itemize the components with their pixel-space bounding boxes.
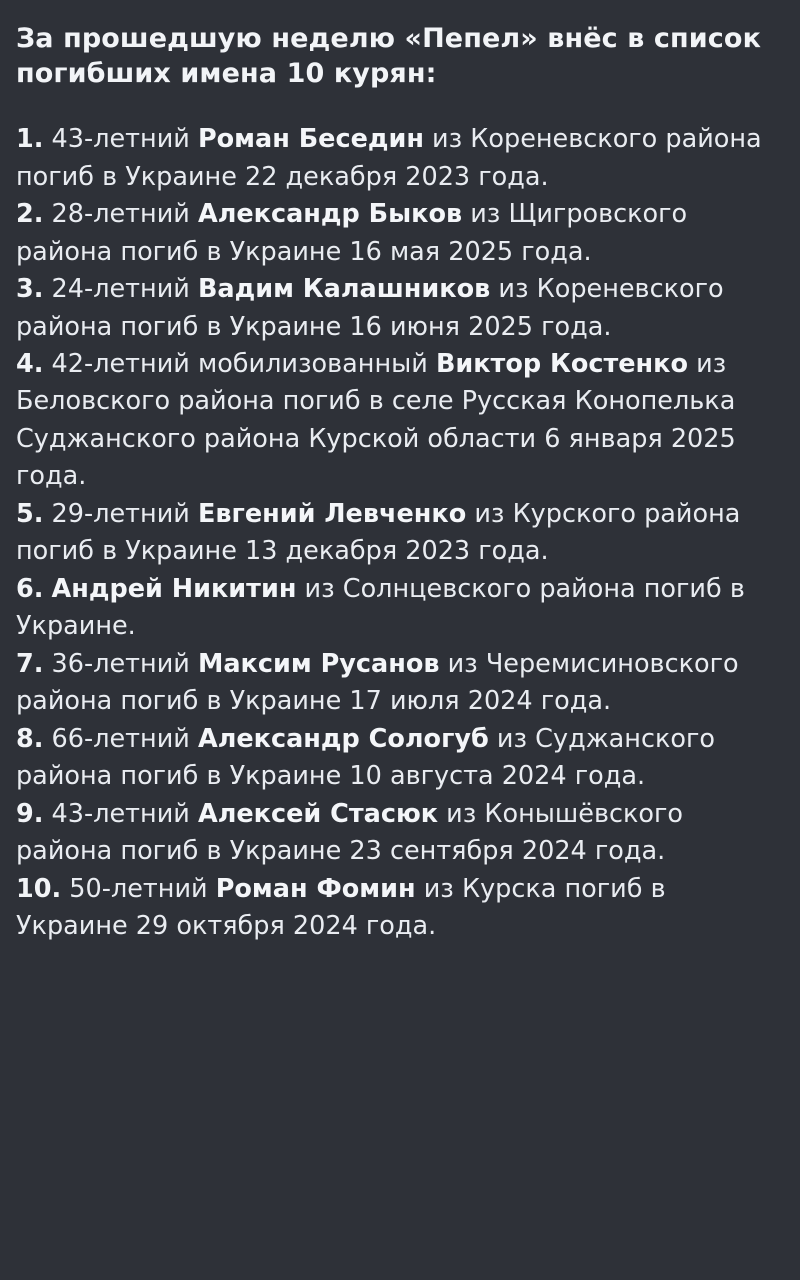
list-item [16, 871, 776, 946]
page-title: За прошедшую неделю «Пепел» внёс в список погибших имена 10 курян: [16, 23, 761, 89]
list-item-prefix: 43-летний [43, 798, 198, 829]
list-item-details: из Щигровского района погиб в Украине 16 мая 2025 года. [16, 199, 688, 267]
list-item-prefix: 36-летний [43, 648, 198, 679]
list-item [16, 496, 776, 571]
list-item-person-name: Роман Беседин [197, 124, 424, 155]
list-item-details: из Черемисиновского района погиб в Украине 17 июля 2024 года. [16, 648, 739, 717]
list-item-details: из Солнцевского района погиб в Украине. [16, 573, 745, 642]
list-item-details: из Конышёвского района погиб в Украине 23 сентября 2024 года. [16, 798, 683, 867]
list-item-person-name: Виктор Костенко [435, 349, 688, 379]
list-item-number: 10. [16, 873, 62, 904]
list-item-prefix: 43-летний [43, 124, 198, 155]
list-item-number: 7. [16, 648, 44, 679]
list-item-person-name: Максим Русанов [197, 648, 440, 679]
list-item [16, 121, 776, 196]
list-item [16, 196, 776, 271]
list-item-details: из Кореневского района погиб в Украине 16 июня 2025 года. [16, 274, 724, 342]
list-item-number: 3. [16, 274, 44, 305]
list-item-person-name: Александр Быков [197, 199, 463, 230]
list-item-person-name: Евгений Левченко [197, 498, 467, 529]
list-item-number: 1. [16, 124, 44, 155]
list-item-number: 4. [16, 349, 44, 379]
list-item-details: из Беловского района погиб в селе Русская Конопелька Суджанского района Курской области 6 января 2025 года. [16, 349, 736, 492]
list-item-number: 2. [16, 199, 44, 230]
list-item [16, 721, 776, 796]
list-item-prefix: 42-летний мобилизованный [43, 349, 436, 379]
casualty-list [16, 121, 776, 946]
list-item [16, 571, 776, 646]
list-item-person-name: Алексей Стасюк [197, 798, 439, 829]
list-item-details: из Суджанского района погиб в Украине 10 августа 2024 года. [16, 723, 715, 792]
list-item-details: из Курска погиб в Украине 29 октября 2024 года. [16, 873, 666, 942]
list-item-person-name: Александр Сологуб [197, 723, 489, 754]
list-item-number: 8. [16, 723, 44, 754]
list-item-person-name: Андрей Никитин [51, 573, 297, 604]
list-item-details: из Курского района погиб в Украине 13 декабря 2023 года. [16, 498, 741, 567]
list-item [16, 796, 776, 871]
list-item-prefix: 24-летний [43, 274, 198, 305]
list-item-number: 9. [16, 798, 44, 829]
list-item-prefix [43, 574, 51, 604]
list-item-prefix: 50-летний [61, 873, 216, 904]
list-item-person-name: Вадим Калашников [197, 274, 491, 305]
list-item [16, 646, 776, 721]
list-item-number: 6. [16, 573, 44, 604]
list-item-person-name: Роман Фомин [215, 873, 416, 904]
list-item [16, 346, 776, 496]
list-item-prefix: 29-летний [43, 498, 198, 529]
list-item-number: 5. [16, 498, 44, 529]
list-item-details: из Кореневского района погиб в Украине 22 декабря 2023 года. [16, 124, 762, 192]
list-item-prefix: 28-летний [43, 199, 198, 230]
list-item [16, 271, 776, 346]
list-item-prefix: 66-летний [43, 723, 198, 754]
